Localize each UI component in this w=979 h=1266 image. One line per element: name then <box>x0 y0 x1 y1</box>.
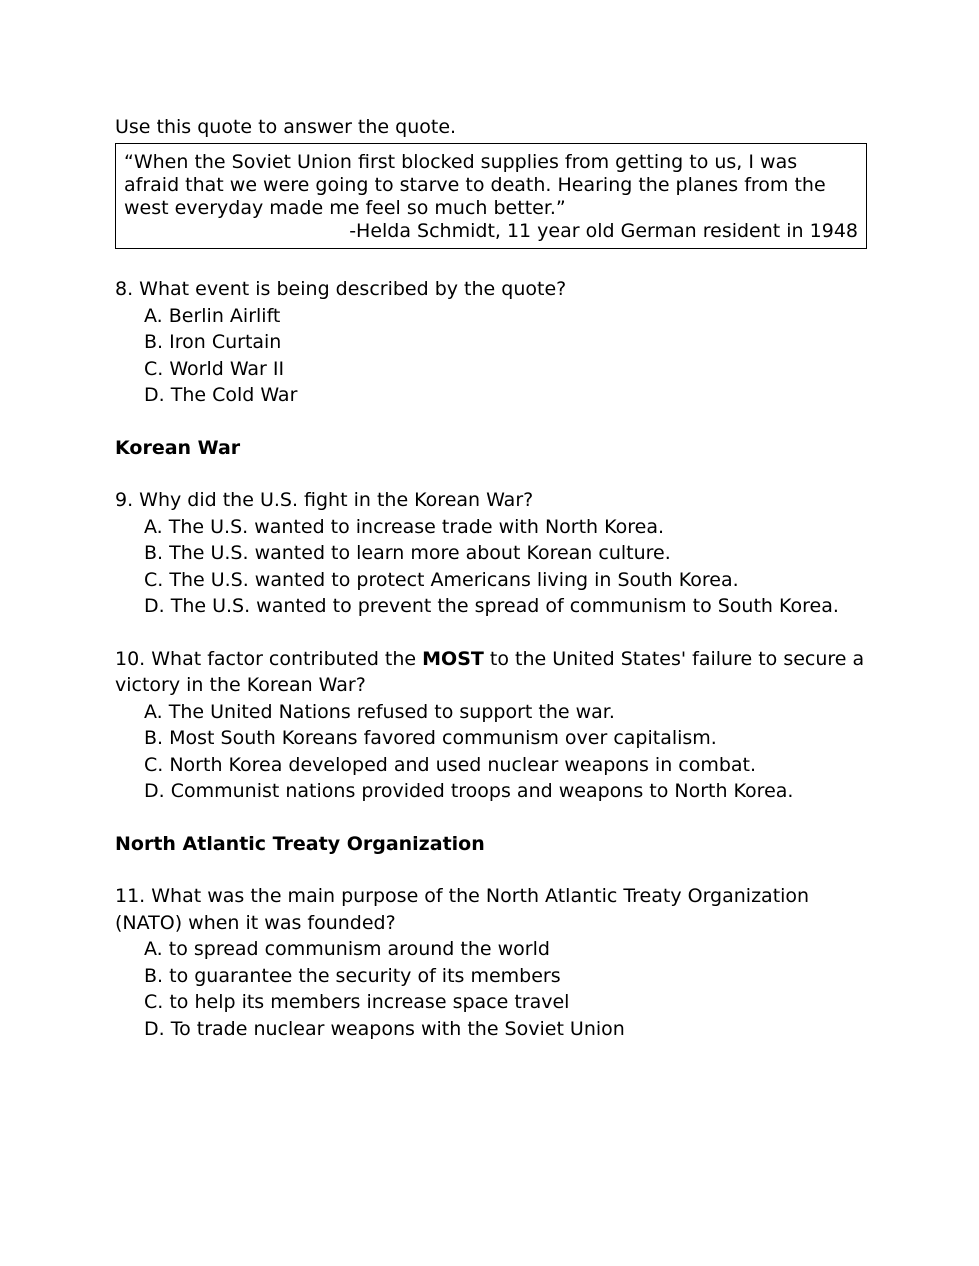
answer-option: B. Iron Curtain <box>144 331 282 353</box>
question-stem: 9. Why did the U.S. fight in the Korean War? <box>115 489 534 511</box>
answer-option: B. to guarantee the security of its members <box>144 964 561 987</box>
worksheet-page <box>115 114 867 1042</box>
answer-option: C. World War II <box>144 357 285 380</box>
answer-option: D. The Cold War <box>144 384 298 406</box>
question-stem: 8. What event is being described by the quote? <box>115 278 567 300</box>
question-9 <box>115 487 867 620</box>
answer-options <box>115 699 867 805</box>
answer-option: D. To trade nuclear weapons with the Soviet Union <box>144 1017 625 1040</box>
answer-option: C. North Korea developed and used nuclear weapons in combat. <box>144 753 757 776</box>
answer-option: A. to spread communism around the world <box>144 938 550 960</box>
question-8 <box>115 276 867 409</box>
answer-options <box>115 514 867 620</box>
quote-instruction: Use this quote to answer the quote. <box>115 116 457 138</box>
answer-option: A. Berlin Airlift <box>144 304 281 327</box>
answer-options <box>115 303 867 409</box>
answer-option: D. Communist nations provided troops and weapons to North Korea. <box>144 780 794 802</box>
question-10 <box>115 646 867 805</box>
question-stem: 11. What was the main purpose of the North Atlantic Treaty Organization (NATO) when it was founded? <box>115 885 810 934</box>
stem-text: to the United States' failure to secure a victory in the Korean War? <box>115 647 865 696</box>
question-11 <box>115 883 867 1042</box>
answer-option: A. The U.S. wanted to increase trade with North Korea. <box>144 515 665 538</box>
question-stem <box>115 646 867 699</box>
stem-text: 10. What factor contributed the <box>115 647 423 670</box>
answer-option: B. Most South Koreans favored communism over capitalism. <box>144 727 717 749</box>
answer-options <box>115 936 867 1042</box>
quote-box <box>115 143 867 249</box>
quote-attribution: -Helda Schmidt, 11 year old German resident in 1948 <box>349 220 858 242</box>
section-heading-korean-war: Korean War <box>115 436 241 459</box>
answer-option: C. to help its members increase space travel <box>144 991 570 1013</box>
answer-option: A. The United Nations refused to support the war. <box>144 700 615 723</box>
answer-option: D. The U.S. wanted to prevent the spread of communism to South Korea. <box>144 595 839 617</box>
quote-text: “When the Soviet Union first blocked supplies from getting to us, I was afraid that we were going to starve to death. Hearing the planes from the west everyday made me feel so much better.” <box>124 151 826 219</box>
answer-option: C. The U.S. wanted to protect Americans living in South Korea. <box>144 568 739 591</box>
answer-option: B. The U.S. wanted to learn more about Korean culture. <box>144 542 671 564</box>
section-heading-nato: North Atlantic Treaty Organization <box>115 832 485 855</box>
emphasis-text: MOST <box>422 647 484 670</box>
